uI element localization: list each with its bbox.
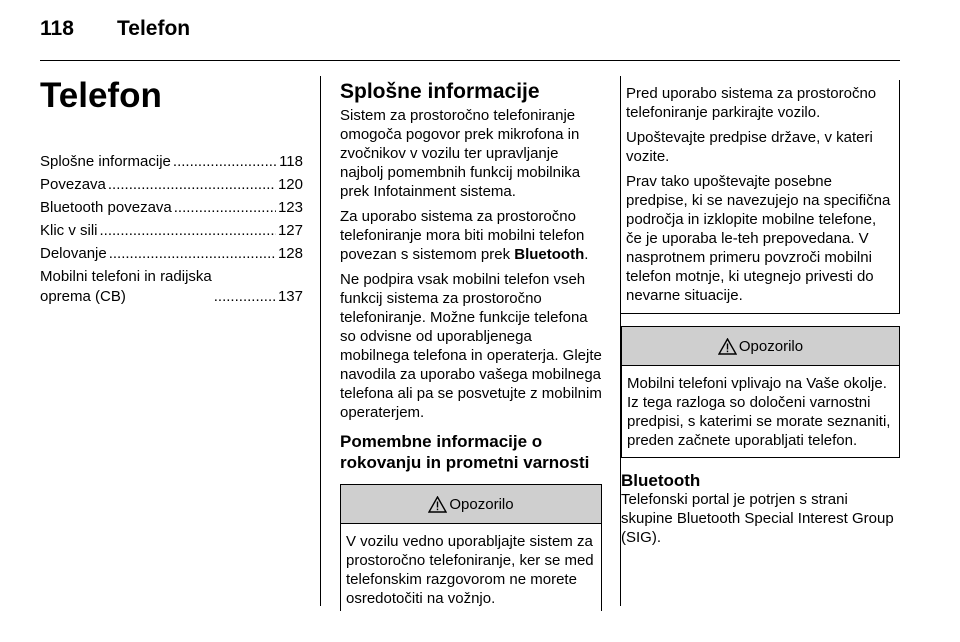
continuation-paragraph-3: Prav tako upoštevajte posebne predpise, ki se navezujejo na specifična področja in izklopite mobilne telefone, če je uporaba le-teh prepovedana. V nasprotnem primeru povzroči mobilni telefon motnje, ki utegnejo privesti do nevarne situacije. xyxy=(626,173,891,304)
toc-leader-dots xyxy=(174,198,276,218)
warning-header xyxy=(341,485,601,524)
general-paragraph-3: Ne podpira vsak mobilni telefon vseh funkcij sistema za prostoročno telefoniranje. Možne funkcije telefona so odvisne od uporabljenega mobilnega telefona in operaterja. Glejte navodila za uporabo vašega mobilnega telefona ali pa se posvetujte z mobilnim operaterjem. xyxy=(340,271,602,421)
column-divider xyxy=(320,76,321,606)
continuation-paragraph-2: Upoštevajte predpise države, v kateri vozite. xyxy=(626,129,873,165)
toc-entry[interactable] xyxy=(40,244,303,264)
section-heading-general: Splošne informacije xyxy=(340,80,540,103)
header-rule xyxy=(40,60,900,61)
subsection-heading-traffic-safety: Pomembne informacije o rokovanju in prometni varnosti xyxy=(340,432,590,472)
general-paragraph-2-end: . xyxy=(584,246,589,263)
subsection-heading-bluetooth: Bluetooth xyxy=(621,471,701,490)
toc-entry[interactable] xyxy=(40,198,303,218)
toc-leader-dots xyxy=(109,244,276,264)
chapter-title: Telefon xyxy=(40,76,162,115)
toc-entry[interactable] xyxy=(40,267,303,307)
toc-entry-label: Bluetooth povezava xyxy=(40,199,172,216)
warning-box xyxy=(340,484,602,611)
continuation-paragraph-1: Pred uporabo sistema za prostoročno telefoniranje parkirajte vozilo. xyxy=(626,85,877,121)
warning-body: Mobilni telefoni vplivajo na Vaše okolje. Iz tega razloga so določeni varnostni predpisi, s katerimi se morate seznaniti, preden začnete uporabljati telefon. xyxy=(627,375,891,449)
toc-leader-dots xyxy=(214,287,276,307)
general-paragraph-1: Sistem za prostoročno telefoniranje omogoča pogovor prek mikrofona in zvočnikov v vozilu ter upravljanje najbolj pomembnih funkcij mobilnika prek Infotainment sistema. xyxy=(340,107,581,200)
right-column xyxy=(621,80,900,553)
toc-leader-dots xyxy=(108,175,276,195)
warning-box xyxy=(621,326,900,458)
warning-header xyxy=(622,327,899,366)
toc-entry-page: 118 xyxy=(279,153,303,170)
toc-entry-page: 123 xyxy=(277,199,303,216)
middle-column xyxy=(340,80,602,625)
warning-body: V vozilu vedno uporabljajte sistem za prostoročno telefoniranje, ker se med telefonskim razgovorom ne morete osredotočiti na vožnjo. xyxy=(346,533,594,607)
toc-leader-dots xyxy=(173,152,277,172)
running-header: Telefon xyxy=(117,17,191,40)
toc-entry[interactable] xyxy=(40,175,303,195)
warning-title: Opozorilo xyxy=(449,495,514,513)
toc-entry-label: Delovanje xyxy=(40,245,107,262)
bluetooth-term: Bluetooth xyxy=(514,246,585,263)
toc-leader-dots xyxy=(100,221,276,241)
general-paragraph-2 xyxy=(340,207,602,264)
toc-entry[interactable] xyxy=(40,152,303,172)
toc-entry[interactable] xyxy=(40,221,303,241)
toc-entry-label: Povezava xyxy=(40,176,106,193)
page-number: 118 xyxy=(40,17,74,40)
warning-title: Opozorilo xyxy=(738,337,804,355)
bluetooth-paragraph: Telefonski portal je potrjen s strani skupine Bluetooth Special Interest Group (SIG). xyxy=(621,491,894,546)
toc-entry-label: Splošne informacije xyxy=(40,153,171,170)
table-of-contents xyxy=(40,152,303,310)
toc-entry-page: 137 xyxy=(277,288,303,305)
toc-entry-page: 128 xyxy=(277,245,303,262)
toc-entry-label: Klic v sili xyxy=(40,222,98,239)
toc-entry-page: 127 xyxy=(277,222,303,239)
general-paragraph-2-text: Za uporabo sistema za prostoročno telefoniranje mora biti mobilni telefon povezan s sistemom prek xyxy=(340,208,585,263)
toc-entry-label: Mobilni telefoni in radijska oprema (CB) xyxy=(40,268,212,305)
warning-triangle-icon xyxy=(718,338,737,355)
toc-entry-page: 120 xyxy=(277,176,303,193)
warning-triangle-icon xyxy=(428,496,447,513)
warning-continuation xyxy=(620,80,900,314)
